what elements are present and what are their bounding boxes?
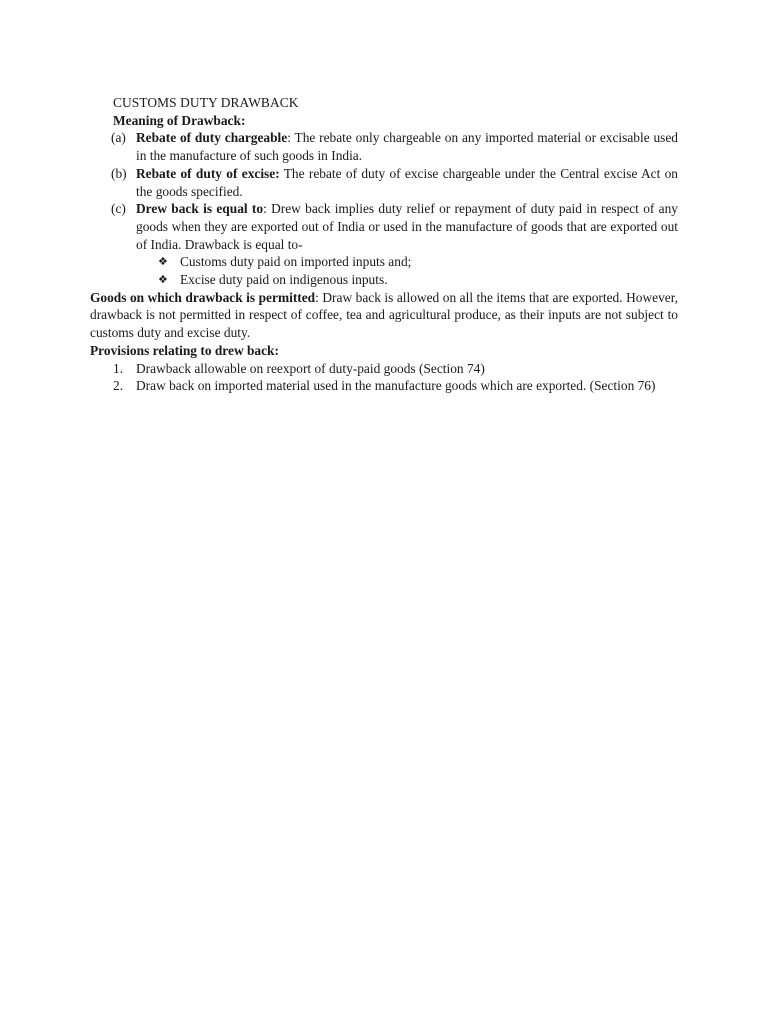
goods-paragraph [90,289,678,342]
item-number: 1. [113,360,124,376]
item-text: The rebate of duty of excise chargeable under the Central excise Act on the goods specified. [136,165,678,199]
item-label: (c) [111,201,126,217]
item-term: Rebate of duty of excise: [136,165,280,181]
bullet-list [90,253,678,288]
meaning-heading: Meaning of Drawback: [113,112,246,128]
meaning-item-b [90,165,678,200]
provisions-heading: Provisions relating to drew back: [90,342,279,358]
item-term: Drew back is equal to [136,201,264,217]
document-title: CUSTOMS DUTY DRAWBACK [113,95,299,110]
list-item [158,271,678,289]
list-item [158,253,678,271]
bullet-text: Customs duty paid on imported inputs and; [180,254,412,270]
item-text: : The rebate only chargeable on any imported material or excisable used in the manufacture of such goods in India. [136,130,678,164]
item-term: Rebate of duty chargeable [136,130,288,146]
diamond-bullet-icon: ❖ [158,255,168,269]
item-number: 2. [113,378,124,394]
meaning-item-c [90,200,678,253]
provision-item-2 [90,377,678,395]
goods-text: : Draw back is allowed on all the items that are exported. However, drawback is not permitted in respect of coffee, tea and agricultural produce, as their inputs are not subject to customs duty and excise duty. [90,289,678,341]
diamond-bullet-icon: ❖ [158,273,168,287]
meaning-item-a [90,129,678,164]
goods-term: Goods on which drawback is permitted [90,289,316,305]
provision-text: Draw back on imported material used in the manufacture goods which are exported. (Section 76) [136,378,656,394]
provision-item-1 [90,360,678,378]
provision-text: Drawback allowable on reexport of duty-paid goods (Section 74) [136,360,485,376]
item-text: : Drew back implies duty relief or repayment of duty paid in respect of any goods when they are exported out of India or used in the manufacture of goods that are exported out of India. Drawback is equal to- [136,201,678,252]
item-label: (b) [111,165,127,181]
item-label: (a) [111,130,126,146]
document-body [90,94,678,395]
bullet-text: Excise duty paid on indigenous inputs. [180,272,388,288]
